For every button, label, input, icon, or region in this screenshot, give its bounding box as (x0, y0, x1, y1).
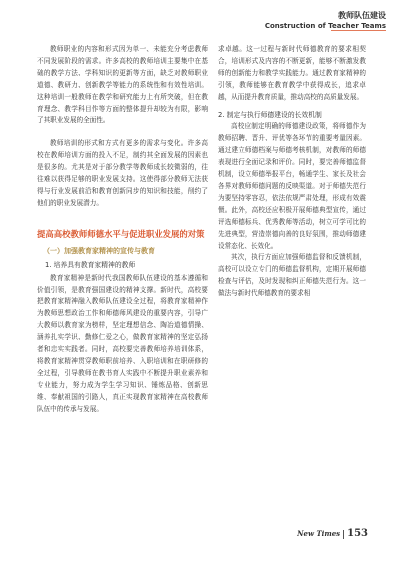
right-column (218, 44, 366, 300)
left-paragraph-3: 教育家精神是新时代我国教师队伍建设的基本遵循和价值引领，是教育强国建设的精神支撑。新时代，高校要把教育家精神融入教师队伍建设全过程，将教育家精神作为教师思想政治工作和师德师风建设的重要内容，引导广大教师以教育家为榜样，坚定理想信念、陶冶道德情操、涵养扎实学识、勤修仁爱之心，做教育家精神的坚定弘扬者和忠实实践者。同时，高校要完善教师培养培训体系，将教育家精神贯穿教师职前培养、入职培训和在职研修的全过程，引导教师在教书育人实践中不断提升职业素养和专业能力，努力成为学生学习知识、锤炼品格、创新思维、奉献祖国的引路人，真正实现教育家精神在高校教师队伍中的传承与发展。 (37, 273, 208, 413)
footer-divider (343, 530, 344, 539)
subsection-heading-1: （一）加强教育家精神的宣传与教育 (43, 246, 155, 255)
section-heading: 提高高校教师师德水平与促进职业发展的对策 (37, 228, 205, 239)
header-section-zh: 教师队伍建设 (338, 11, 386, 20)
left-paragraph-1: 教师职业的内容和形式因为单一、未能充分考虑教师不同发展阶段的需求。许多高校的教师培训主要集中在基础的教学方法、学科知识的更新等方面，缺乏对教师职业道德、教研力、创新教学等能力的系统性和有效性培训。这种培训一般教师在教学和研究能力上有所突破，但在教育理念、教学科目作等方面的整体提升却较为有限，影响了其职业发展的全面性。 (37, 45, 208, 125)
journal-name: New Times (297, 529, 341, 538)
left-paragraph-2: 教师培训的形式和方式有更多的需求与变化。许多高校在教师培训方面的投入不足，制约其全面发展的因素也是很多的。尤其是对于部分教学等教师成长较微弱的，往往难以获得足够的职业发展支持。这使得部分教师无法获得与行业发展前沿和教育创新同步的知识和技能，削约了他们的职业发展潜力。 (37, 139, 208, 207)
running-header (265, 10, 386, 32)
subsection-heading-1-2: 2. 制定与执行师德建设的长效机制 (218, 110, 322, 119)
right-paragraph-3: 其次，执行方面应加强师德监督和反馈机制，高校可以设立专门的师德监督机构，定期开展师德检查与评估，及时发现和纠正师德失范行为。这一做法与新时代师德教育的要求相 (218, 253, 366, 298)
left-column (37, 44, 208, 415)
subsection-heading-1-1: 1. 培养具有教育家精神的教师 (45, 260, 136, 269)
page-number: 153 (347, 528, 368, 539)
right-paragraph-1: 求卓越。这一过程与新时代师德教育的要求相契合，培训形式及内容的不断更新，能够不断激发教师的创新能力和教学实践能力。通过教育家精神的引领，教师能够在教育教学中获得成长，追求卓越，从而提升教育质量，推动高校的高质量发展。 (218, 45, 366, 101)
header-section-en: Construction of Teacher Teams (264, 22, 386, 30)
header-rule (331, 30, 386, 31)
page-footer (297, 528, 368, 539)
right-paragraph-2: 高校应制定明确的师德建设政策，将师德作为教师招聘、晋升、评优等各环节的重要考量因素。通过建立师德档案与师德考核机制，对教师的师德表现进行全面记录和评价。同时，要完善师德监督机制，设立师德举报平台，畅通学生、家长及社会各界对教师师德问题的反映渠道。对于师德失范行为要坚持零容忍，依法依规严肃处理，形成有效震慑。此外，高校还应积极开展师德典型宣传，通过评选师德标兵、优秀教师等活动，树立可学可比的先进典型，营造崇德向善的良好氛围，推动师德建设常态化、长效化。 (218, 122, 366, 250)
